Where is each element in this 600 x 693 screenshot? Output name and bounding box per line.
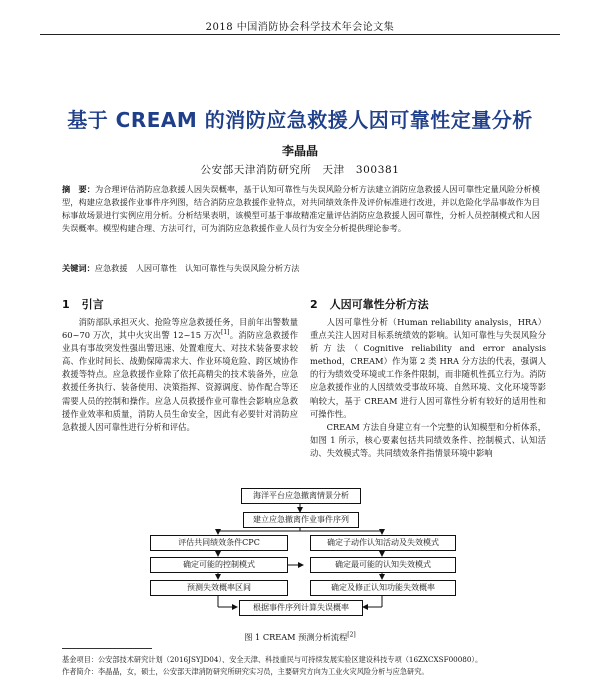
flow-node-correct-probability: 确定及修正认知功能失效概率 bbox=[310, 580, 456, 596]
section2-heading bbox=[310, 296, 429, 312]
figure-caption bbox=[0, 632, 600, 643]
abstract-text: 为合理评估消防应急救援人因失误概率，基于认知可靠性与失误风险分析方法建立消防应急救援人因可靠性定量风险分析模型，构建应急救援作业事件序列图，结合消防应急救援作业特点，对共同绩效条件及评价标准进行改进，并以危险化学品事故作为目标事故场景进行实例应用分析。分析结果表明，该模型可基于事故精准定量评估消防应急救援人因可靠性，分析人员控制模式和人因失误概率。模型构建合理、方法可行，可为消防应急救援作业人员行为安全分析提供理论参考。 bbox=[62, 184, 540, 233]
abstract-label: 摘 要： bbox=[62, 184, 95, 194]
flow-node-compute-error-probability: 根据事件序列计算失误概率 bbox=[239, 600, 363, 616]
flow-node-failure-mode: 确定最可能的认知失效模式 bbox=[310, 557, 456, 573]
section2-title: 人因可靠性分析方法 bbox=[329, 298, 429, 311]
affiliation: 公安部天津消防研究所 天津 300381 bbox=[200, 164, 400, 176]
flow-node-cognitive-activity: 确定子动作认知活动及失效模式 bbox=[310, 535, 456, 551]
paper-title: 基于 CREAM 的消防应急救援人因可靠性定量分析 bbox=[67, 108, 533, 132]
footnote-author-bio: 作者简介：李晶晶，女，硕士，公安部天津消防研究所研究实习员，主要研究方向为工业火灾风险分析与应急研究。 bbox=[62, 667, 429, 676]
footnote-rule bbox=[62, 648, 152, 649]
section1-text: 消防部队承担灭火、抢险等应急救援任务，目前年出警数量 60~70 万次，其中火灾出警 12~15 万次 bbox=[62, 317, 298, 341]
section2-body bbox=[310, 316, 546, 460]
section2-para1: 人因可靠性分析（Human reliability analysis，HRA）重点关注人因对目标系统绩效的影响。认知可靠性与失误风险分析方法（Cognitive reliability and error analysis method，CREAM）作为第 2 类 HRA 分方法的代表，强调人的行为绩效受环境或工作条件限制，而非随机性孤立行为。消防应急救援作业的人因绩效受事故环境、自然环境、文化环境等影响较大，基于 CREAM 进行人因可靠性分析有较好的适用性和可操作性。 bbox=[310, 317, 546, 419]
flow-node-event-sequence: 建立应急撤离作业事件序列 bbox=[243, 512, 359, 528]
keywords-text: 应急救援 人因可靠性 认知可靠性与失误风险分析方法 bbox=[94, 263, 300, 273]
section1-ref: [1] bbox=[221, 329, 230, 337]
keywords-label: 关键词： bbox=[62, 263, 95, 273]
footnote-funding: 基金项目：公安部技术研究计划（2016JSYJD04）、安全天津、科技重民与可持续发展实验区建设科技专项（16ZXCXSF00080）。 bbox=[62, 655, 483, 664]
keywords bbox=[62, 262, 540, 274]
flow-node-cpc: 评估共同绩效条件CPC bbox=[150, 535, 288, 551]
section1-heading bbox=[62, 296, 104, 312]
flow-node-control-mode: 确定可能的控制模式 bbox=[150, 557, 288, 573]
section1-number: 1 bbox=[62, 298, 70, 311]
abstract bbox=[62, 183, 540, 235]
running-header: 2018 中国消防协会科学技术年会论文集 bbox=[205, 22, 395, 33]
figure-caption-text: 图 1 CREAM 预测分析流程 bbox=[244, 632, 348, 642]
section2-number: 2 bbox=[310, 298, 318, 311]
author-name: 李晶晶 bbox=[281, 144, 318, 158]
section1-title: 引言 bbox=[81, 298, 104, 311]
flow-node-probability-interval: 预测失效概率区间 bbox=[150, 580, 288, 596]
header-rule bbox=[40, 34, 560, 35]
section1-text2: 。消防应急救援作业具有事故突发性强出警迅速、处置难度大、对技术装备要求较高、作业时间长、战勤保障需求大、作业环境危险、跨区域协作救援等特点。应急救援作业除了依托高精尖的技术装备外，应急救援任务执行、装备使用、决策指挥、资源调度、协作配合等还需要人员的控制和操作。应急人员救援作业可靠性会影响应急救援作业效率和质量，消防人员生命安全，因此有必要针对消防应急救援人因可靠性进行分析和评估。 bbox=[62, 330, 298, 432]
section2-para2: CREAM 方法自身建立有一个完整的认知模型和分析体系，如图 1 所示，核心要素包括共同绩效条件、控制模式、认知活动、失效模式等。共同绩效条件指情景环境中影响 bbox=[310, 421, 546, 458]
section1-body bbox=[62, 316, 298, 434]
flow-node-scenario-analysis: 海洋平台应急撤离情景分析 bbox=[241, 488, 361, 504]
figure-ref: [2] bbox=[347, 631, 356, 639]
